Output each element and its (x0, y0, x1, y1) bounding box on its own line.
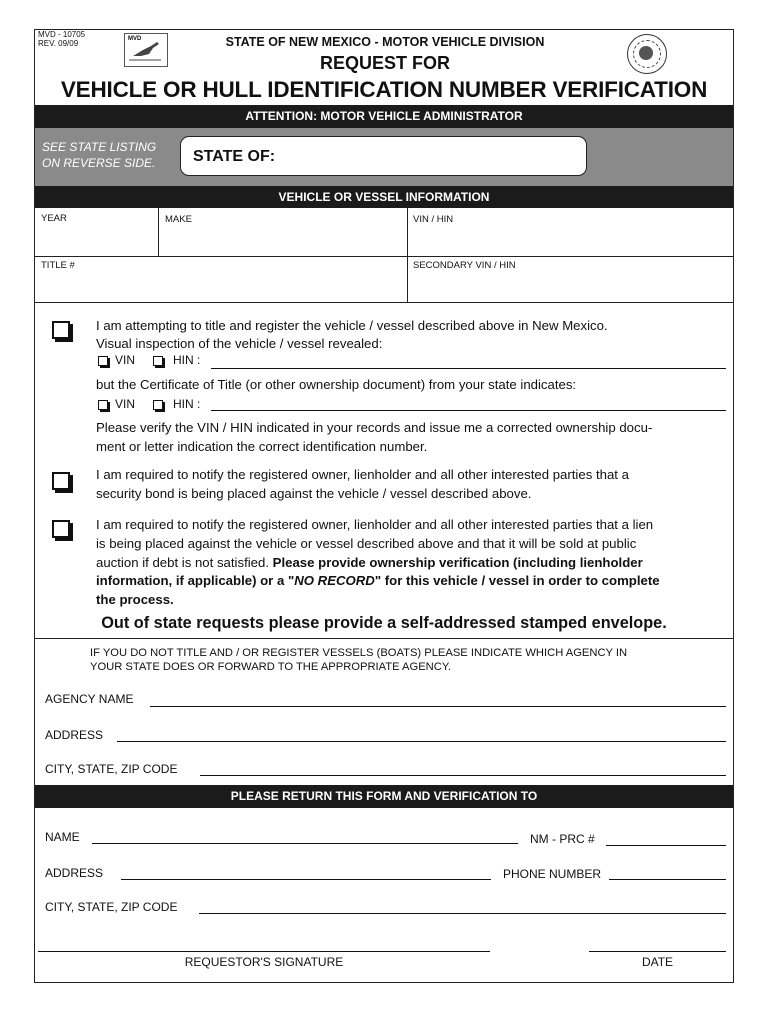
revealed-number-field[interactable] (211, 368, 726, 369)
option-lien-checkbox[interactable] (52, 520, 70, 538)
phone-label: PHONE NUMBER (503, 867, 602, 881)
revealed-vin-checkbox[interactable] (98, 356, 108, 366)
state-note-line2: ON REVERSE SIDE. (42, 156, 156, 170)
city-label: CITY, STATE, ZIP CODE (45, 900, 178, 914)
revision-text: REV. 09/09 (38, 39, 79, 48)
agency-address-field[interactable] (117, 741, 726, 742)
title-hin-checkbox[interactable] (153, 400, 163, 410)
option3-line3 (96, 554, 643, 573)
agency-name-label: AGENCY NAME (45, 692, 134, 706)
form-number-text: MVD - 10705 (38, 30, 86, 39)
boats-line1: IF YOU DO NOT TITLE AND / OR REGISTER VESSELS (BOATS) PLEASE INDICATE WHICH AGENCY IN (90, 647, 628, 659)
request-for-heading: REQUEST FOR (319, 53, 450, 73)
revealed-vin-label: VIN (115, 353, 136, 367)
signature-field[interactable] (38, 951, 490, 952)
attention-bar: ATTENTION: MOTOR VEHICLE ADMINISTRATOR (35, 105, 733, 128)
title-number-field[interactable] (211, 410, 726, 411)
option-security-bond-checkbox[interactable] (52, 472, 70, 490)
make-label: MAKE (165, 214, 192, 225)
phone-field[interactable] (609, 879, 726, 880)
agency-address-label: ADDRESS (45, 728, 104, 742)
option1-line3: but the Certificate of Title (or other ownership document) from your state indicates: (96, 377, 577, 392)
form-number (38, 30, 85, 48)
boats-instructions (90, 646, 627, 674)
title-number-label: TITLE # (41, 260, 75, 271)
address-label: ADDRESS (45, 866, 104, 880)
city-field[interactable] (199, 913, 726, 914)
divider (35, 256, 733, 257)
option3-line3-bold: Please provide ownership verification (including lienholder (272, 555, 643, 570)
return-heading: PLEASE RETURN THIS FORM AND VERIFICATION TO (35, 785, 733, 808)
name-field[interactable] (92, 843, 518, 844)
divider (35, 302, 733, 303)
date-label: DATE (641, 955, 674, 969)
date-field[interactable] (589, 951, 726, 952)
secondary-vin-label: SECONDARY VIN / HIN (413, 260, 516, 271)
revealed-hin-label: HIN : (173, 353, 201, 367)
option3-line3-plain: auction if debt is not satisfied. (96, 555, 273, 570)
nm-prc-label: NM - PRC # (530, 832, 595, 846)
state-of-label: STATE OF: (193, 148, 276, 165)
state-of-field[interactable] (180, 136, 587, 176)
year-label: YEAR (41, 213, 67, 224)
title-hin-label: HIN : (173, 397, 201, 411)
option2-line2: security bond is being placed against the vehicle / vessel described above. (96, 486, 532, 501)
agency-name: STATE OF NEW MEXICO - MOTOR VEHICLE DIVISION (225, 35, 545, 49)
state-seal-icon (627, 34, 667, 74)
vehicle-info-heading: VEHICLE OR VESSEL INFORMATION (35, 186, 733, 208)
address-field[interactable] (121, 879, 491, 880)
divider (35, 638, 733, 639)
option1-line4: Please verify the VIN / HIN indicated in your records and issue me a corrected ownership docu- (96, 420, 653, 435)
agency-name-field[interactable] (150, 706, 726, 707)
option1-line5: ment or letter indication the correct identification number. (96, 439, 428, 454)
boats-line2: YOUR STATE DOES OR FORWARD TO THE APPROPRIATE AGENCY. (90, 661, 451, 673)
signature-label: REQUESTOR'S SIGNATURE (184, 955, 344, 969)
divider (158, 208, 159, 256)
no-record-text: NO RECORD (294, 573, 375, 588)
option3-line1: I am required to notify the registered owner, lienholder and all other interested parties that a lien (96, 517, 654, 532)
vin-hin-label: VIN / HIN (413, 214, 454, 225)
option2-line1: I am required to notify the registered owner, lienholder and all other interested parties that a (96, 467, 629, 482)
option3-line4c: " for this vehicle / vessel in order to complete (374, 573, 660, 588)
logo-text: MVD (128, 36, 142, 42)
option3-line4a: information, if applicable) or a " (96, 573, 295, 588)
state-listing-note (42, 139, 156, 171)
envelope-note: Out of state requests please provide a self-addressed stamped envelope. (101, 614, 667, 632)
state-note-line1: SEE STATE LISTING (42, 140, 157, 154)
revealed-hin-checkbox[interactable] (153, 356, 163, 366)
page-title: VEHICLE OR HULL IDENTIFICATION NUMBER VERIFICATION (60, 77, 708, 102)
option3-line4 (96, 572, 660, 591)
option-title-register-checkbox[interactable] (52, 321, 70, 339)
nm-prc-field[interactable] (606, 845, 726, 846)
title-vin-label: VIN (115, 397, 136, 411)
option1-line1: I am attempting to title and register the vehicle / vessel described above in New Mexico. (96, 318, 608, 333)
agency-city-label: CITY, STATE, ZIP CODE (45, 762, 178, 776)
title-vin-checkbox[interactable] (98, 400, 108, 410)
agency-city-field[interactable] (200, 775, 726, 776)
option3-line2: is being placed against the vehicle or vessel described above and that it will be sold at public (96, 536, 637, 551)
name-label: NAME (45, 830, 80, 844)
option3-line5: the process. (96, 592, 174, 607)
option1-line2: Visual inspection of the vehicle / vessel revealed: (96, 336, 383, 351)
